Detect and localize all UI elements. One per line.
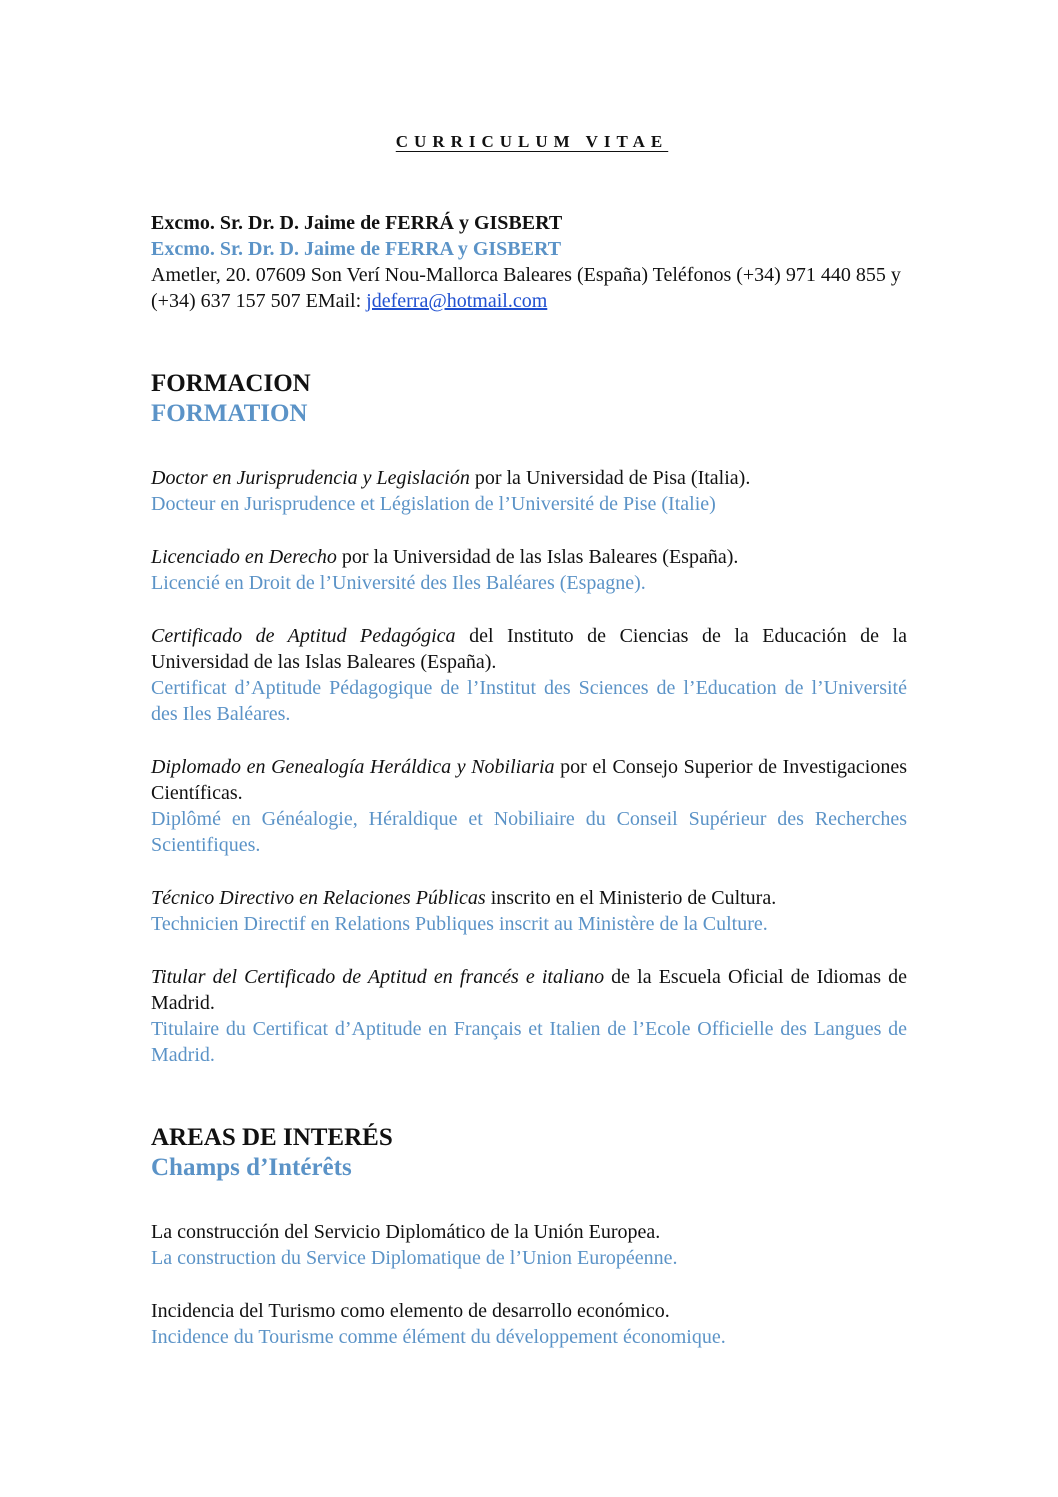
degree-title: Doctor en Jurisprudencia y Legislación	[151, 467, 470, 489]
name-french: Excmo. Sr. Dr. D. Jaime de FERRA y GISBERT	[151, 238, 562, 260]
interest-item-fr: La construction du Service Diplomatique de l’Union Européenne.	[151, 1247, 678, 1269]
degree-institution: por la Universidad de las Islas Baleares (España).	[336, 546, 739, 568]
formation-entry-fr: Certificat d’Aptitude Pédagogique de l’Institut des Sciences de l’Education de l’Université des Iles Baléares.	[151, 677, 907, 725]
formation-entry-fr: Titulaire du Certificat d’Aptitude en Français et Italien de l’Ecole Officielle des Langues de Madrid.	[151, 1018, 907, 1066]
degree-institution: inscrito en el Ministerio de Cultura.	[485, 887, 777, 909]
formation-heading-es: FORMACION	[151, 370, 311, 397]
interest-item	[151, 1298, 907, 1350]
formation-entry-fr: Technicien Directif en Relations Publiques inscrit au Ministère de la Culture.	[151, 913, 768, 935]
degree-institution: por el Consejo Superior de Investigaciones Científicas.	[151, 756, 907, 804]
formation-entry-es	[151, 544, 907, 570]
formation-entry	[151, 964, 907, 1068]
formation-entry-es	[151, 964, 907, 1016]
formation-entry	[151, 754, 907, 858]
interest-item-fr: Incidence du Tourisme comme élément du développement économique.	[151, 1326, 726, 1348]
document-content	[151, 120, 907, 1377]
degree-title: Licenciado en Derecho	[151, 546, 337, 568]
formation-heading-fr: FORMATION	[151, 400, 308, 427]
formation-entry-fr: Docteur en Jurisprudence et Législation de l’Université de Pise (Italie)	[151, 493, 716, 515]
degree-title: Titular del Certificado de Aptitud en francés e italiano	[151, 966, 605, 988]
interest-item	[151, 1219, 907, 1271]
formation-entry	[151, 544, 907, 596]
interests-list	[151, 1219, 907, 1350]
degree-institution: por la Universidad de Pisa (Italia).	[469, 467, 751, 489]
formation-entry-es	[151, 754, 907, 806]
formation-list	[151, 465, 907, 1068]
interests-heading-es: AREAS DE INTERÉS	[151, 1124, 393, 1151]
formation-entry-fr: Diplômé en Généalogie, Héraldique et Nobiliaire du Conseil Supérieur des Recherches Scientifiques.	[151, 808, 907, 856]
formation-entry-es	[151, 885, 907, 911]
interest-item-es: Incidencia del Turismo como elemento de desarrollo económico.	[151, 1300, 670, 1322]
degree-institution: del Instituto de Ciencias de la Educación de la Universidad de las Islas Baleares (España).	[151, 625, 907, 673]
address-text: Ametler, 20. 07609 Son Verí Nou-Mallorca Baleares (España) Teléfonos (+34) 971 440 855 y (+34) 637 157 507 EMail:	[151, 264, 901, 312]
formation-entry-es	[151, 465, 907, 491]
interest-item-es: La construcción del Servicio Diplomático de la Unión Europea.	[151, 1221, 661, 1243]
formation-entry	[151, 465, 907, 517]
degree-title: Diplomado en Genealogía Heráldica y Nobiliaria	[151, 756, 555, 778]
formation-entry	[151, 885, 907, 937]
degree-title: Certificado de Aptitud Pedagógica	[151, 625, 456, 647]
formation-entry-es	[151, 623, 907, 675]
email-link[interactable]: jdeferra@hotmail.com	[366, 290, 548, 312]
contact-address	[151, 262, 907, 314]
degree-title: Técnico Directivo en Relaciones Públicas	[151, 887, 486, 909]
name-spanish: Excmo. Sr. Dr. D. Jaime de FERRÁ y GISBERT	[151, 212, 563, 234]
formation-entry-fr: Licencié en Droit de l’Université des Iles Baléares (Espagne).	[151, 572, 646, 594]
degree-institution: de la Escuela Oficial de Idiomas de Madrid.	[151, 966, 907, 1014]
document-title: CURRICULUM VITAE	[395, 132, 669, 151]
formation-entry	[151, 623, 907, 727]
interests-heading-fr: Champs d’Intérêts	[151, 1154, 352, 1181]
